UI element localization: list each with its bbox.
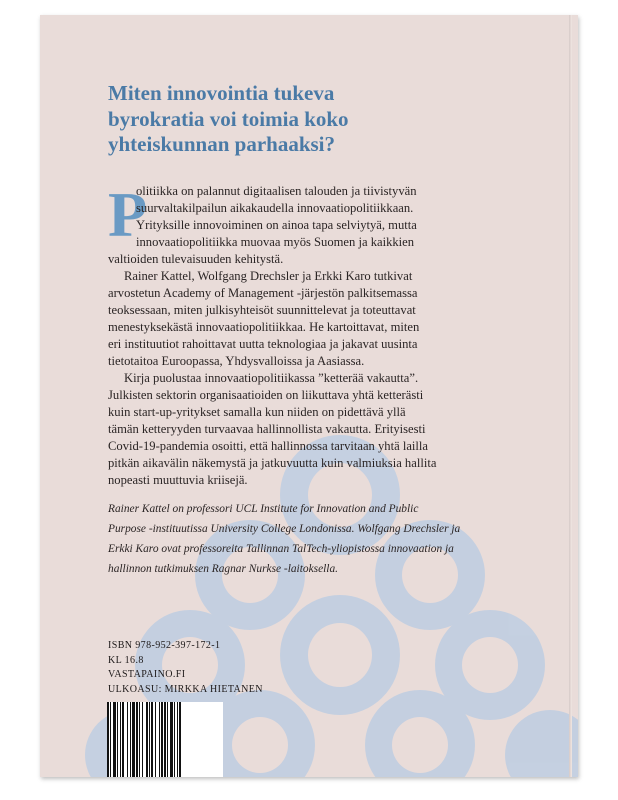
- text-line: Kirja puolustaa innovaatiopolitiikassa ”ketterää vakautta”.: [124, 371, 419, 385]
- text-line: Julkisten sektorin organisaatioiden on liikuttava yhtä ketterästi: [108, 388, 424, 402]
- bio-line: Purpose -instituutissa University College Londonissa. Wolfgang Drechsler ja: [108, 523, 461, 535]
- cover-heading: [108, 81, 349, 158]
- author-bio: [108, 499, 460, 579]
- text-line: menestyksekästä innovaatiopolitiikkaa. He kartoittavat, miten: [108, 320, 420, 334]
- design-credit: ULKOASU: MIRKKA HIETANEN: [108, 683, 263, 695]
- bio-line: hallinnon tutkimuksen Ragnar Nurkse -laitoksella.: [108, 563, 338, 575]
- publication-info: [108, 639, 263, 697]
- heading-line: byrokratia voi toimia koko: [108, 106, 349, 131]
- text-line: eri instituutiot rahoittavat uutta teknologiaa ja jakavat uusinta: [108, 337, 418, 351]
- text-line: pitkän aikavälin näkemystä ja jatkuvuutta kuin valmiuksia hallita: [108, 456, 437, 470]
- text-line: Rainer Kattel, Wolfgang Drechsler ja Erkki Karo tutkivat: [124, 269, 413, 283]
- text-line: valtioiden tulevaisuuden kehitystä.: [108, 252, 284, 266]
- heading-line: yhteiskunnan parhaaksi?: [108, 132, 336, 156]
- text-line: nopeasti muuttuvia kriisejä.: [108, 473, 248, 487]
- book-back-cover: [40, 15, 578, 777]
- library-class: KL 16.8: [108, 654, 144, 666]
- isbn: ISBN 978-952-397-172-1: [108, 640, 221, 651]
- heading-line: Miten innovointia tukeva: [108, 81, 335, 105]
- bio-line: Erkki Karo ovat professoreita Tallinnan TalTech-yliopistossa innovaation ja: [108, 543, 454, 555]
- drop-cap: P: [108, 179, 148, 250]
- text-line: teoksessaan, miten julkisyhteisöt suunnittelevat ja toteuttavat: [108, 303, 416, 317]
- text-line: tämän ketteryyden turvaavaa hallinnollista vakautta. Erityisesti: [108, 422, 426, 436]
- blurb-text: [108, 179, 528, 489]
- text-line: tietotaitoa Euroopassa, Yhdysvalloissa ja Aasiassa.: [108, 354, 365, 368]
- text-line: arvostetun Academy of Management -järjestön palkitsemassa: [108, 286, 418, 300]
- barcode-gap: [181, 702, 182, 777]
- text-line: Yrityksille innovoiminen on ainoa tapa selviytyä, mutta: [136, 218, 417, 232]
- text-line: suurvaltakilpailun aikakaudella innovaatiopolitiikkaan.: [136, 201, 414, 215]
- publisher-url: VASTAPAINO.FI: [108, 669, 186, 680]
- spine-groove: [569, 15, 572, 777]
- text-line: innovaatiopolitiikka muovaa myös Suomen ja kaikkien: [136, 235, 415, 249]
- text-line: Covid-19-pandemia osoitti, että hallinnossa tarvitaan yhtä lailla: [108, 439, 429, 453]
- text-line: kuin start-up-yritykset samalla kun niiden on pidettävä yllä: [108, 405, 406, 419]
- barcode: [107, 702, 223, 777]
- text-line: olitiikka on palannut digitaalisen talouden ja tiivistyvän: [136, 184, 417, 198]
- bio-line: Rainer Kattel on professori UCL Institute for Innovation and Public: [108, 503, 419, 515]
